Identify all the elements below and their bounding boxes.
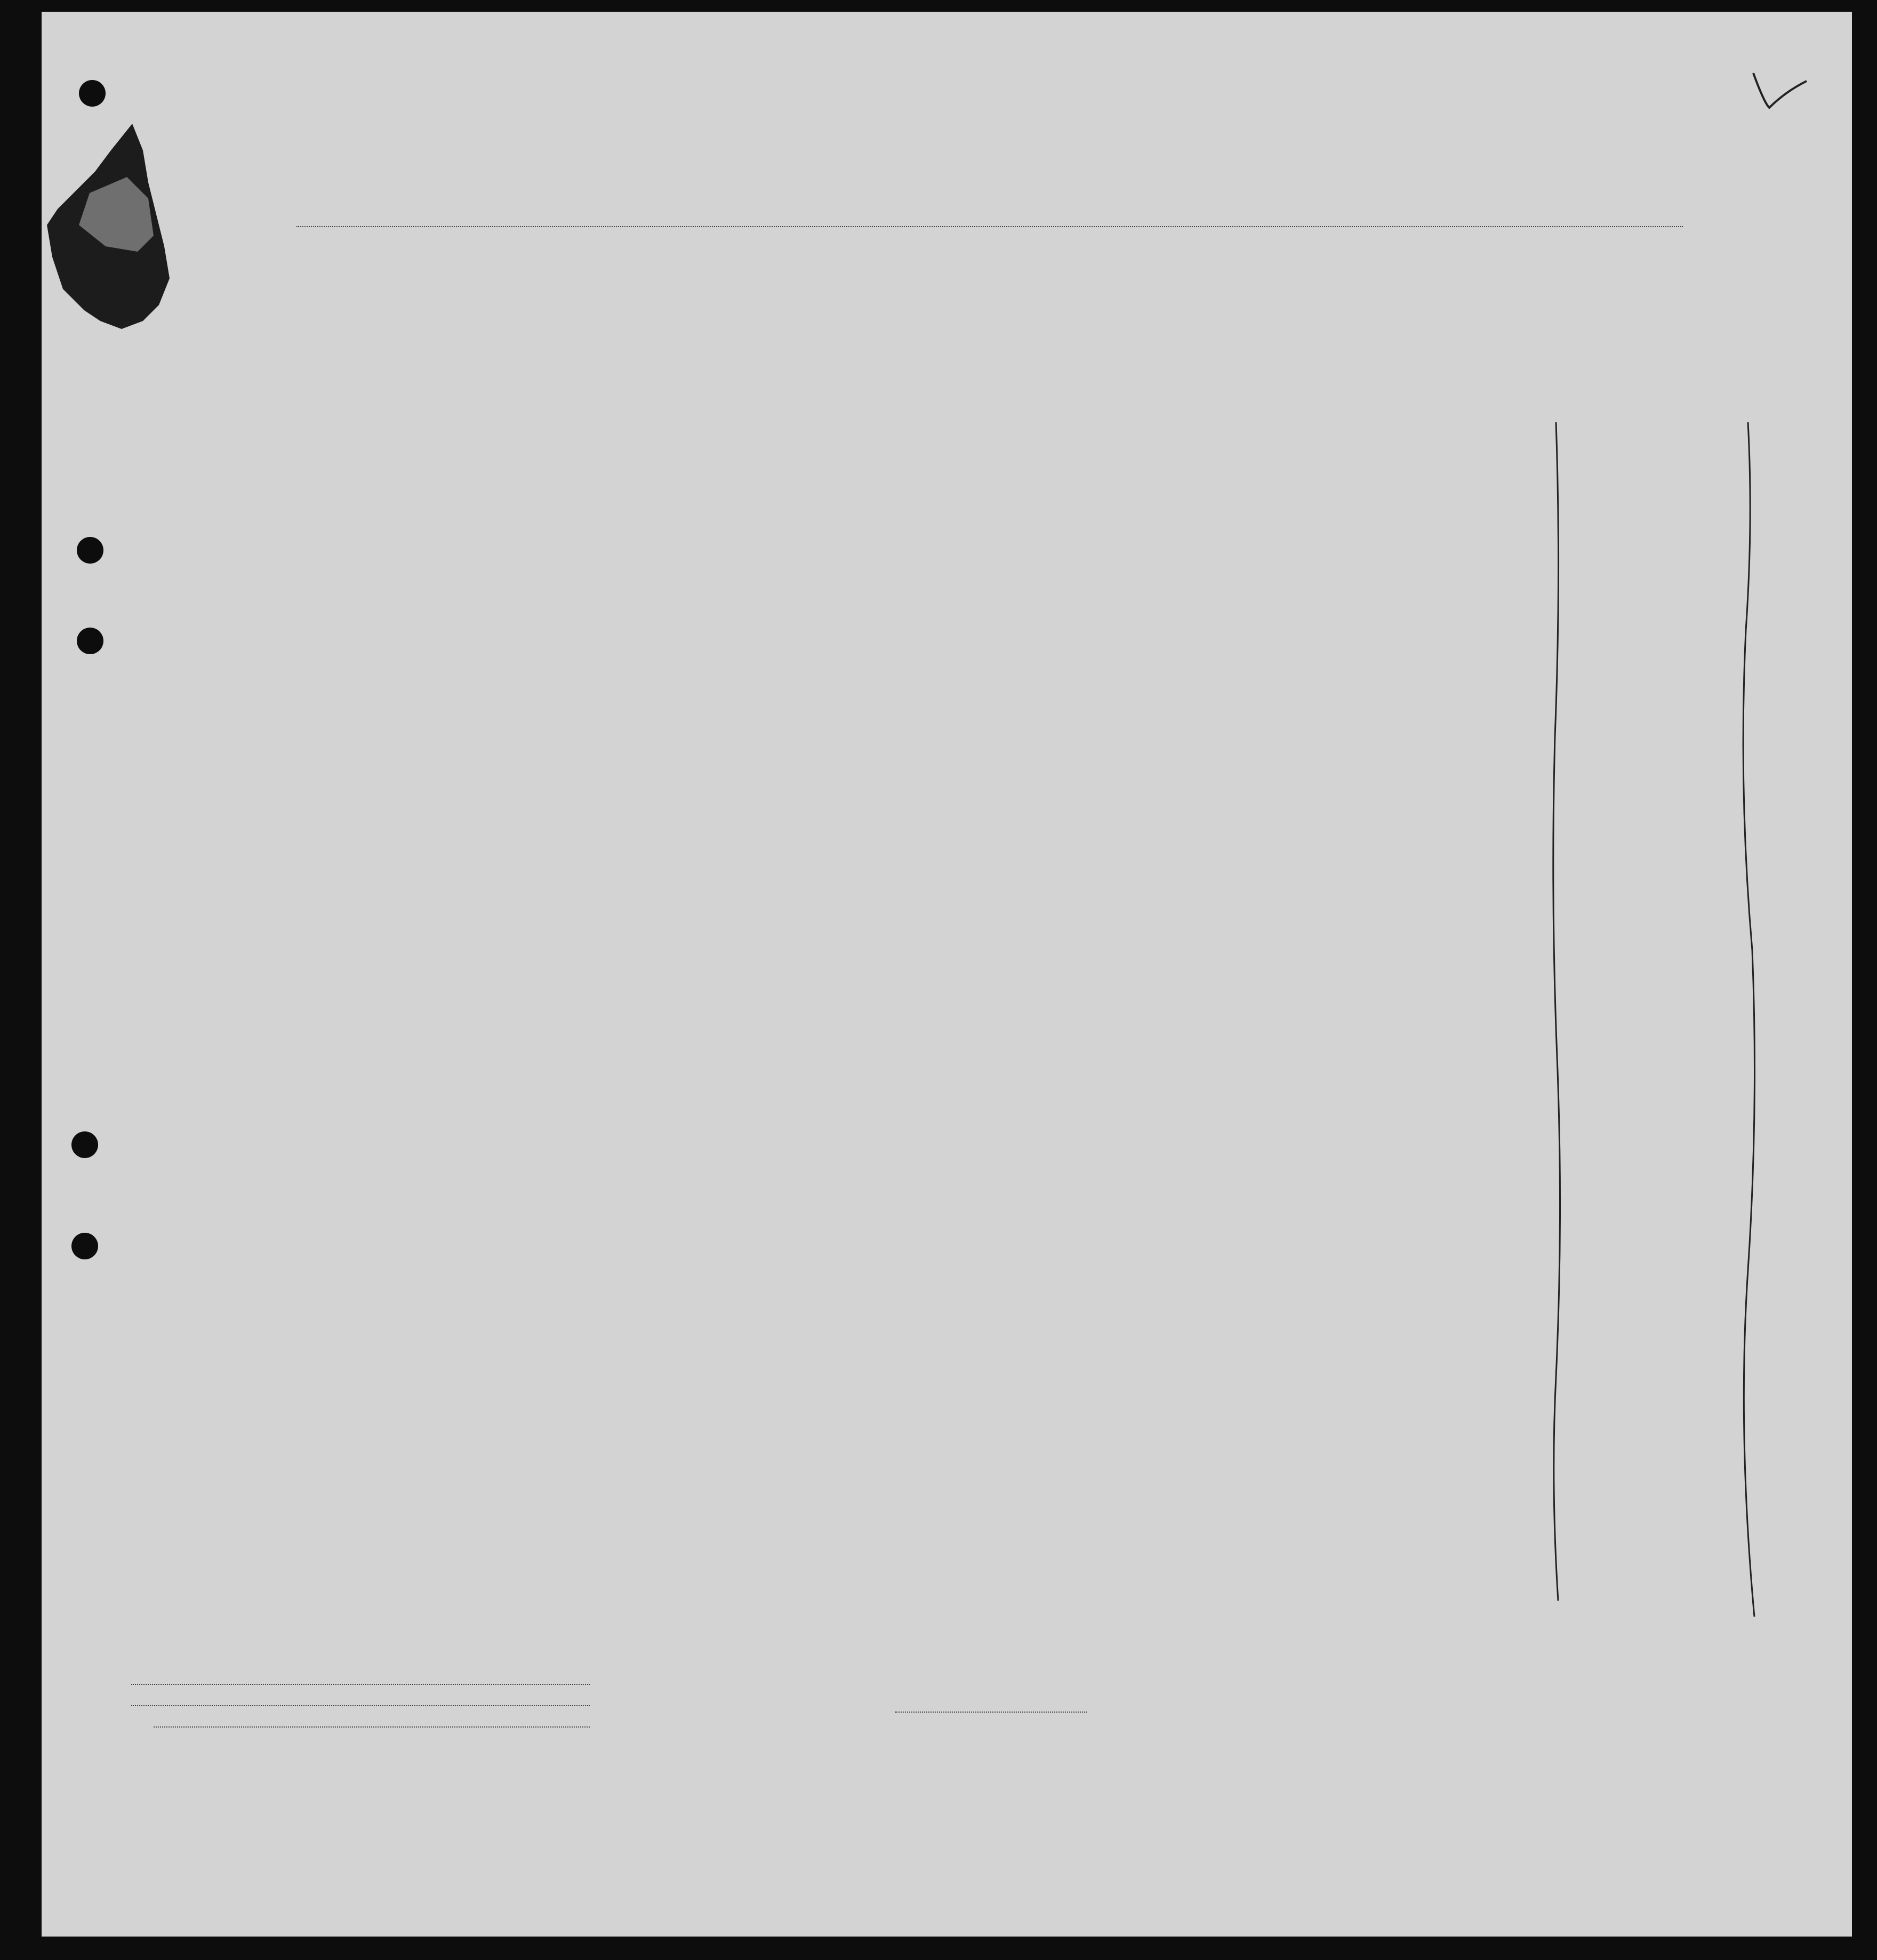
ditto-wavy-lines <box>1545 417 1812 1643</box>
owners-dotted <box>131 1705 590 1706</box>
manifest-sheet <box>42 12 1852 1937</box>
signature-line <box>895 1712 1087 1713</box>
line-dotted <box>131 1684 590 1685</box>
agents-dotted <box>154 1726 590 1728</box>
